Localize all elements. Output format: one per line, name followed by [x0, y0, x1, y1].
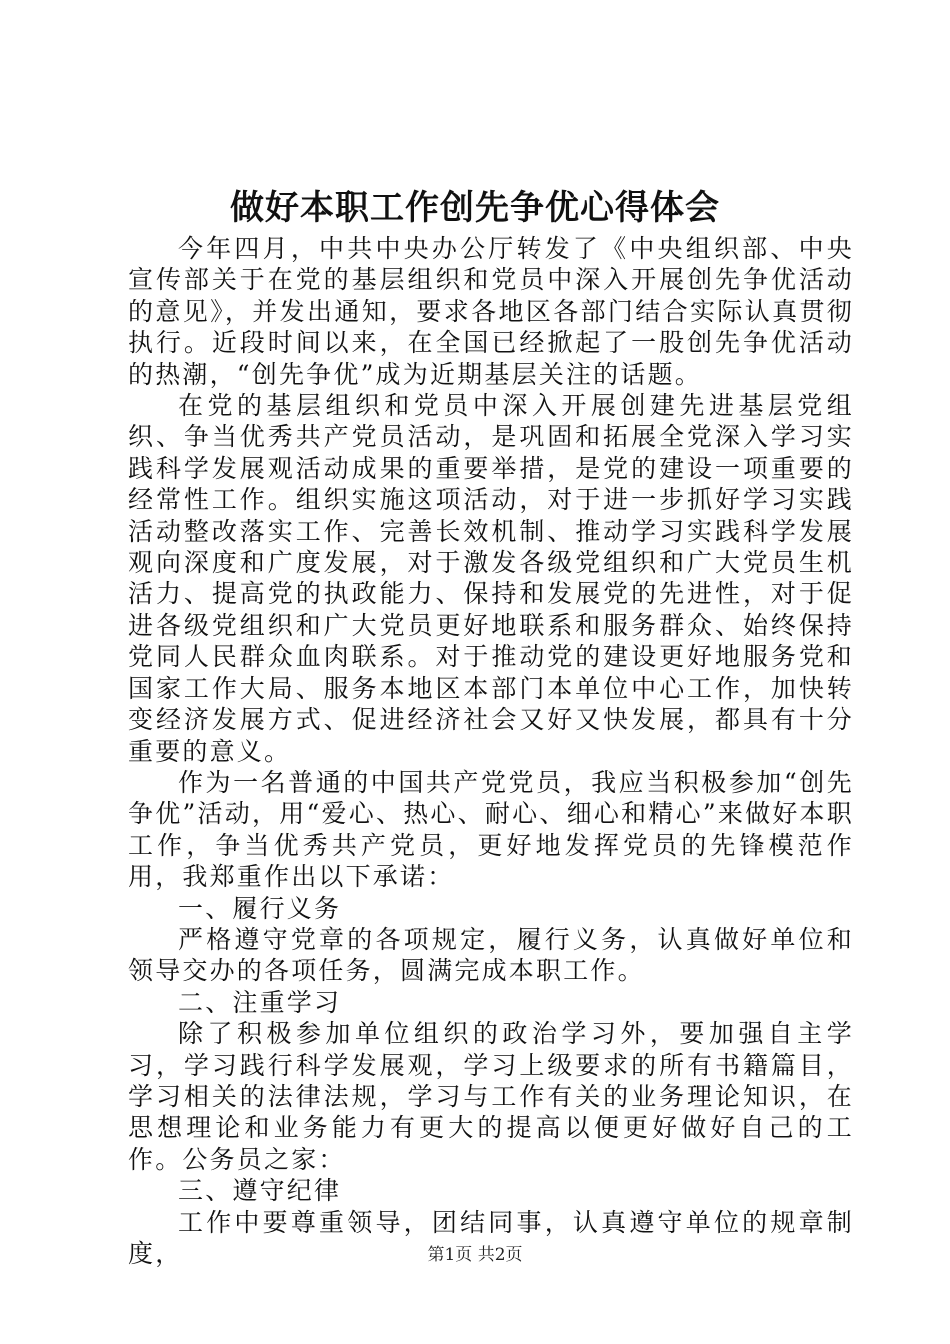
paragraph-study: 除了积极参加单位组织的政治学习外，要加强自主学习，学习践行科学发展观，学习上级要求的所有书籍篇目，学习相关的法律法规，学习与工作有关的业务理论知识，在思想理论和业务能力有更大的提高以便更好做好自己的工作。公务员之家： — [128, 1019, 854, 1174]
section-heading-duties: 一、履行义务 — [178, 893, 342, 923]
document-body — [128, 233, 854, 1269]
document-title: 做好本职工作创先争优心得体会 — [230, 188, 720, 228]
page-footer: 第1页 共2页 — [427, 1245, 523, 1265]
paragraph-duties: 严格遵守党章的各项规定，履行义务，认真做好单位和领导交办的各项任务，圆满完成本职工作。 — [128, 924, 854, 986]
paragraph-intro: 今年四月，中共中央办公厅转发了《中央组织部、中央宣传部关于在党的基层组织和党员中深入开展创先争优活动的意见》，并发出通知，要求各地区各部门结合实际认真贯彻执行。近段时间以来，在全国已经掀起了一股创先争优活动的热潮，“创先争优”成为近期基层关注的话题。 — [128, 234, 854, 389]
paragraph-significance: 在党的基层组织和党员中深入开展创建先进基层党组织、争当优秀共产党员活动，是巩固和拓展全党深入学习实践科学发展观活动成果的重要举措，是党的建设一项重要的经常性工作。组织实施这项活动，对于进一步抓好学习实践活动整改落实工作、完善长效机制、推动学习实践科学发展观向深度和广度发展，对于激发各级党组织和广大党员生机活力、提高党的执政能力、保持和发展党的先进性，对于促进各级党组织和广大党员更好地联系和服务群众、始终保持党同人民群众血肉联系。对于推动党的建设更好地服务党和国家工作大局、服务本地区本部门本单位中心工作，加快转变经济发展方式、促进经济社会又好又快发展，都具有十分重要的意义。 — [128, 391, 854, 766]
paragraph-commitment: 作为一名普通的中国共产党党员，我应当积极参加“创先争优”活动，用“爱心、热心、耐心、细心和精心”来做好本职工作，争当优秀共产党员，更好地发挥党员的先锋模范作用，我郑重作出以下承诺： — [128, 767, 854, 892]
paragraph-discipline: 工作中要尊重领导，团结同事，认真遵守单位的规章制度， — [128, 1207, 854, 1268]
section-heading-study: 二、注重学习 — [178, 987, 342, 1017]
section-heading-discipline: 三、遵守纪律 — [178, 1176, 342, 1206]
